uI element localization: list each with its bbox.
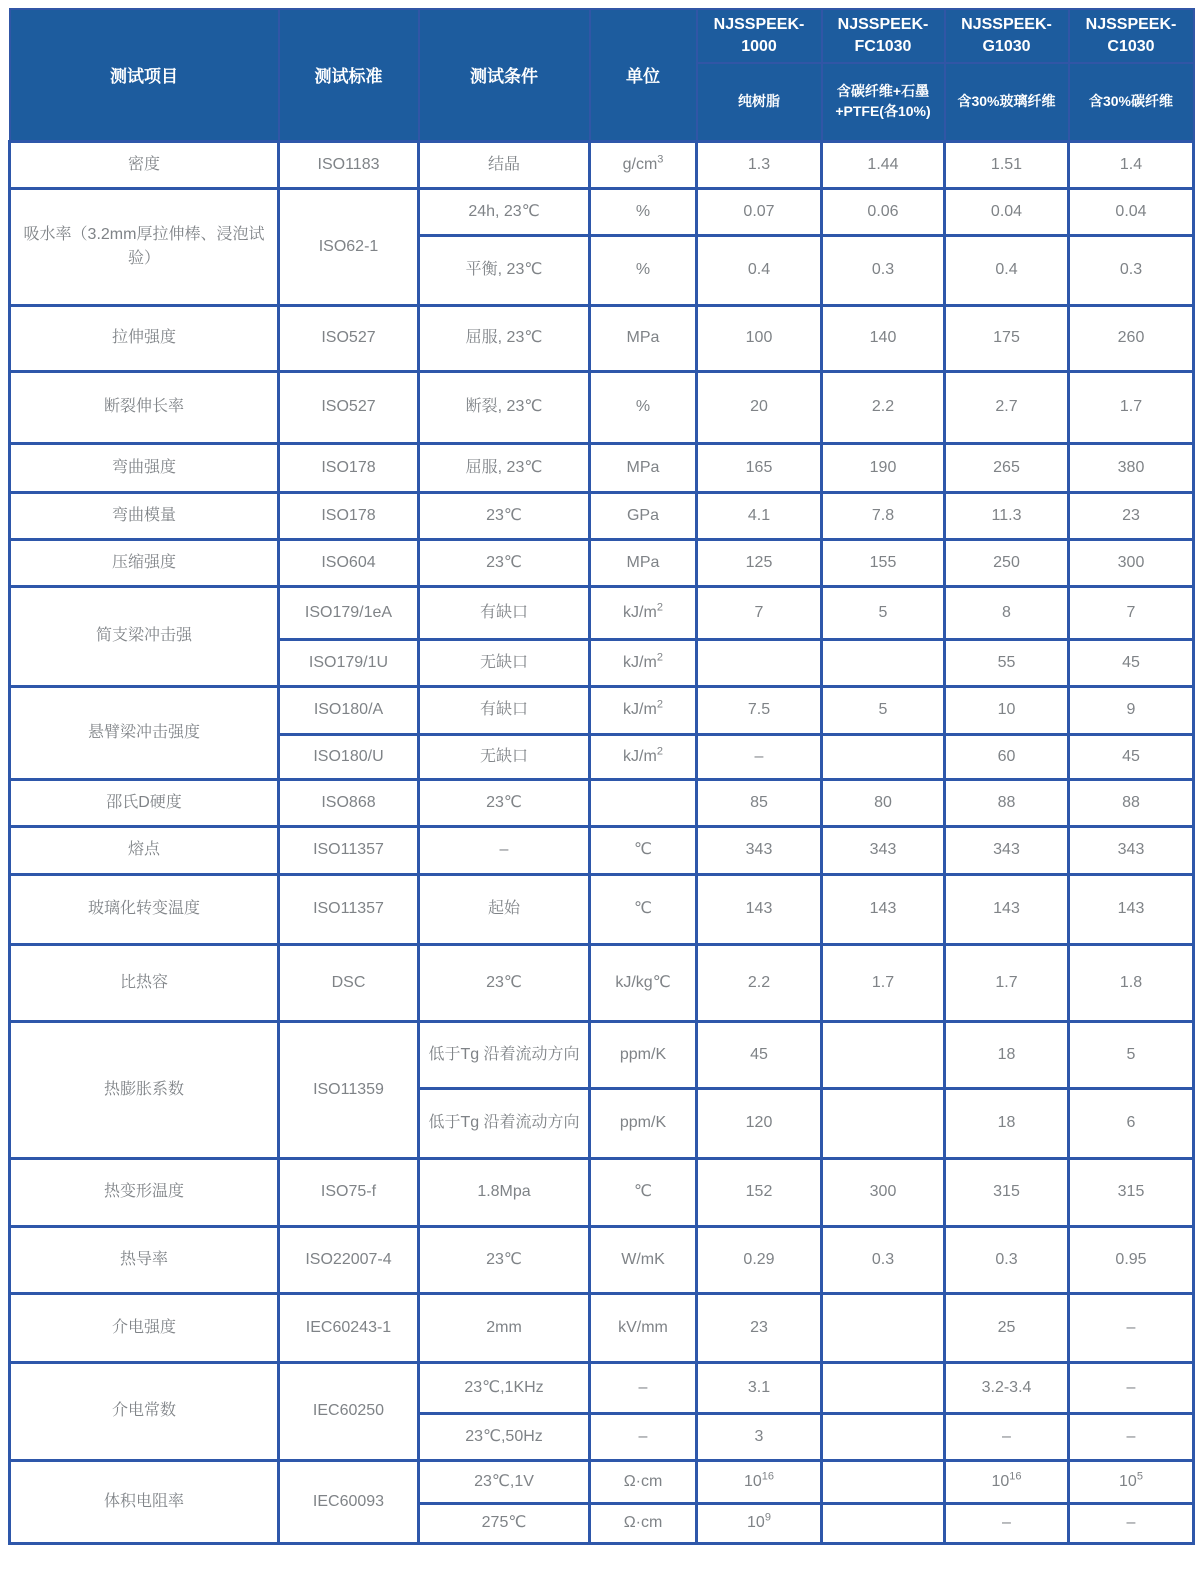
- unit-cell: $kJ/m^2$: [590, 639, 697, 686]
- value-cell-1000: 45: [697, 1021, 822, 1088]
- value-cell-g1030: 11.3: [945, 492, 1069, 539]
- standard-cell: ISO22007-4: [279, 1226, 419, 1293]
- value-cell-g1030: 265: [945, 443, 1069, 492]
- value-cell-c1030: 380: [1069, 443, 1194, 492]
- table-body: [10, 141, 1194, 1543]
- value-cell-fc1030: [822, 1503, 945, 1543]
- header-test-condition: 测试条件: [419, 9, 590, 141]
- condition-cell: 1.8Mpa: [419, 1158, 590, 1226]
- test-item-cell: 简支梁冲击强: [10, 586, 279, 686]
- unit-cell: Ω·cm: [590, 1503, 697, 1543]
- value-cell-c1030: 0.3: [1069, 235, 1194, 305]
- header-desc-njsspeek-g1030: 含30%玻璃纤维: [945, 63, 1069, 141]
- value-cell-c1030: 45: [1069, 734, 1194, 779]
- value-cell-fc1030: [822, 639, 945, 686]
- condition-cell: 275℃: [419, 1503, 590, 1543]
- header-desc-njsspeek-c1030: 含30%碳纤维: [1069, 63, 1194, 141]
- condition-cell: 23℃: [419, 1226, 590, 1293]
- value-cell-g1030: 250: [945, 539, 1069, 586]
- value-cell-fc1030: 300: [822, 1158, 945, 1226]
- value-cell-fc1030: [822, 1021, 945, 1088]
- table-row: [10, 141, 1194, 188]
- superscript: 2: [656, 699, 663, 712]
- table-row: [10, 1460, 1194, 1503]
- value-cell-fc1030: 5: [822, 586, 945, 639]
- test-item-cell: 体积电阻率: [10, 1460, 279, 1543]
- value-cell-g1030: 3.2-3.4: [945, 1362, 1069, 1413]
- test-item-cell: 熔点: [10, 826, 279, 874]
- value-cell-g1030: 18: [945, 1021, 1069, 1088]
- header-product-njsspeek-1000: NJSSPEEK-1000: [697, 9, 822, 63]
- value-cell-1000: 23: [697, 1293, 822, 1362]
- standard-cell: ISO178: [279, 492, 419, 539]
- value-cell-g1030: 88: [945, 779, 1069, 826]
- value-cell-1000: 3.1: [697, 1362, 822, 1413]
- value-cell-g1030: 2.7: [945, 371, 1069, 443]
- test-item-cell: 悬臂梁冲击强度: [10, 686, 279, 779]
- test-item-cell: 断裂伸长率: [10, 371, 279, 443]
- header-product-njsspeek-g1030: NJSSPEEK-G1030: [945, 9, 1069, 63]
- header-test-standard: 测试标准: [279, 9, 419, 141]
- value-cell-c1030: –: [1069, 1362, 1194, 1413]
- value-cell-c1030: 1.4: [1069, 141, 1194, 188]
- value-cell-1000: –: [697, 734, 822, 779]
- value-cell-fc1030: 143: [822, 874, 945, 944]
- value-cell-1000: 1.3: [697, 141, 822, 188]
- superscript: 16: [1009, 1470, 1022, 1483]
- unit-cell: kJ/kg℃: [590, 944, 697, 1021]
- value-cell-c1030: 45: [1069, 639, 1194, 686]
- value-cell-1000: 4.1: [697, 492, 822, 539]
- standard-cell: ISO62-1: [279, 188, 419, 305]
- value-cell-c1030: 5: [1069, 1021, 1194, 1088]
- value-cell-g1030: 175: [945, 305, 1069, 371]
- unit-cell: $kJ/m^2$: [590, 686, 697, 734]
- value-cell-fc1030: 5: [822, 686, 945, 734]
- header-desc-njsspeek-fc1030: 含碳纤维+石墨+PTFE(各10%): [822, 63, 945, 141]
- value-cell-1000: $10^{16}$: [697, 1460, 822, 1503]
- value-cell-1000: 2.2: [697, 944, 822, 1021]
- value-cell-g1030: 18: [945, 1088, 1069, 1158]
- header-desc-njsspeek-1000: 纯树脂: [697, 63, 822, 141]
- condition-cell: 23℃: [419, 779, 590, 826]
- superscript: 9: [764, 1512, 771, 1525]
- value-cell-1000: 0.07: [697, 188, 822, 235]
- superscript: 3: [657, 153, 664, 166]
- standard-cell: DSC: [279, 944, 419, 1021]
- value-cell-g1030: 25: [945, 1293, 1069, 1362]
- unit-cell: ℃: [590, 1158, 697, 1226]
- value-cell-g1030: –: [945, 1503, 1069, 1543]
- header-unit: 单位: [590, 9, 697, 141]
- value-cell-g1030: $10^{16}$: [945, 1460, 1069, 1503]
- value-cell-1000: 7.5: [697, 686, 822, 734]
- value-cell-fc1030: 343: [822, 826, 945, 874]
- condition-cell: 有缺口: [419, 586, 590, 639]
- condition-cell: 屈服, 23℃: [419, 443, 590, 492]
- value-cell-g1030: 315: [945, 1158, 1069, 1226]
- value-cell-g1030: 0.4: [945, 235, 1069, 305]
- value-cell-g1030: 0.04: [945, 188, 1069, 235]
- value-cell-1000: 3: [697, 1413, 822, 1460]
- value-cell-1000: 100: [697, 305, 822, 371]
- value-cell-1000: 165: [697, 443, 822, 492]
- value-cell-1000: 0.4: [697, 235, 822, 305]
- value-cell-fc1030: [822, 1088, 945, 1158]
- unit-cell: $kJ/m^2$: [590, 734, 697, 779]
- value-cell-fc1030: 0.3: [822, 1226, 945, 1293]
- unit-cell: ℃: [590, 826, 697, 874]
- test-item-cell: 弯曲模量: [10, 492, 279, 539]
- value-cell-fc1030: [822, 1460, 945, 1503]
- value-cell-fc1030: [822, 1362, 945, 1413]
- test-item-cell: 拉伸强度: [10, 305, 279, 371]
- table-row: [10, 492, 1194, 539]
- standard-cell: IEC60093: [279, 1460, 419, 1543]
- condition-cell: –: [419, 826, 590, 874]
- standard-cell: ISO75-f: [279, 1158, 419, 1226]
- test-item-cell: 热膨胀系数: [10, 1021, 279, 1158]
- value-cell-1000: 152: [697, 1158, 822, 1226]
- standard-cell: ISO527: [279, 371, 419, 443]
- unit-cell: %: [590, 371, 697, 443]
- unit-cell: %: [590, 188, 697, 235]
- header-product-njsspeek-c1030: NJSSPEEK-C1030: [1069, 9, 1194, 63]
- value-cell-fc1030: 0.06: [822, 188, 945, 235]
- value-cell-c1030: 9: [1069, 686, 1194, 734]
- value-cell-g1030: 343: [945, 826, 1069, 874]
- condition-cell: 24h, 23℃: [419, 188, 590, 235]
- value-cell-fc1030: [822, 1293, 945, 1362]
- value-cell-g1030: 10: [945, 686, 1069, 734]
- value-cell-fc1030: [822, 734, 945, 779]
- table-row: [10, 874, 1194, 944]
- unit-cell: $kJ/m^2$: [590, 586, 697, 639]
- table-row: [10, 1293, 1194, 1362]
- value-cell-c1030: 260: [1069, 305, 1194, 371]
- standard-cell: ISO604: [279, 539, 419, 586]
- unit-cell: MPa: [590, 539, 697, 586]
- value-cell-g1030: 55: [945, 639, 1069, 686]
- table-row: [10, 1226, 1194, 1293]
- condition-cell: 23℃,1KHz: [419, 1362, 590, 1413]
- unit-cell: [590, 779, 697, 826]
- test-item-cell: 热导率: [10, 1226, 279, 1293]
- standard-cell: IEC60243-1: [279, 1293, 419, 1362]
- unit-cell: Ω·cm: [590, 1460, 697, 1503]
- value-cell-fc1030: 80: [822, 779, 945, 826]
- test-item-cell: 弯曲强度: [10, 443, 279, 492]
- value-cell-c1030: 23: [1069, 492, 1194, 539]
- value-cell-g1030: 8: [945, 586, 1069, 639]
- value-cell-c1030: $10^5$: [1069, 1460, 1194, 1503]
- table-row: [10, 586, 1194, 639]
- standard-cell: ISO179/1U: [279, 639, 419, 686]
- condition-cell: 低于Tg 沿着流动方向: [419, 1021, 590, 1088]
- value-cell-g1030: 60: [945, 734, 1069, 779]
- value-cell-c1030: –: [1069, 1413, 1194, 1460]
- condition-cell: 23℃,1V: [419, 1460, 590, 1503]
- value-cell-g1030: 1.51: [945, 141, 1069, 188]
- unit-cell: ℃: [590, 874, 697, 944]
- value-cell-c1030: 6: [1069, 1088, 1194, 1158]
- unit-cell: –: [590, 1362, 697, 1413]
- condition-cell: 23℃: [419, 944, 590, 1021]
- value-cell-c1030: 1.8: [1069, 944, 1194, 1021]
- standard-cell: ISO179/1eA: [279, 586, 419, 639]
- value-cell-1000: 20: [697, 371, 822, 443]
- unit-cell: ppm/K: [590, 1021, 697, 1088]
- value-cell-1000: 343: [697, 826, 822, 874]
- value-cell-c1030: 315: [1069, 1158, 1194, 1226]
- value-cell-fc1030: 0.3: [822, 235, 945, 305]
- unit-cell: MPa: [590, 443, 697, 492]
- unit-cell: MPa: [590, 305, 697, 371]
- value-cell-g1030: 0.3: [945, 1226, 1069, 1293]
- value-cell-g1030: 143: [945, 874, 1069, 944]
- table-row: [10, 371, 1194, 443]
- condition-cell: 屈服, 23℃: [419, 305, 590, 371]
- value-cell-1000: 125: [697, 539, 822, 586]
- value-cell-c1030: 1.7: [1069, 371, 1194, 443]
- table-row: [10, 188, 1194, 235]
- value-cell-fc1030: 1.44: [822, 141, 945, 188]
- header-row-product-names: [10, 9, 1194, 63]
- standard-cell: ISO11357: [279, 826, 419, 874]
- value-cell-fc1030: [822, 1413, 945, 1460]
- standard-cell: IEC60250: [279, 1362, 419, 1460]
- value-cell-1000: 7: [697, 586, 822, 639]
- unit-cell: W/mK: [590, 1226, 697, 1293]
- value-cell-fc1030: 1.7: [822, 944, 945, 1021]
- condition-cell: 有缺口: [419, 686, 590, 734]
- unit-cell: –: [590, 1413, 697, 1460]
- table-row: [10, 1362, 1194, 1413]
- value-cell-g1030: 1.7: [945, 944, 1069, 1021]
- table-row: [10, 944, 1194, 1021]
- test-item-cell: 比热容: [10, 944, 279, 1021]
- value-cell-1000: 143: [697, 874, 822, 944]
- condition-cell: 无缺口: [419, 734, 590, 779]
- value-cell-1000: 85: [697, 779, 822, 826]
- value-cell-c1030: –: [1069, 1503, 1194, 1543]
- test-item-cell: 介电常数: [10, 1362, 279, 1460]
- value-cell-g1030: –: [945, 1413, 1069, 1460]
- condition-cell: 23℃,50Hz: [419, 1413, 590, 1460]
- superscript: 5: [1136, 1470, 1143, 1483]
- test-item-cell: 玻璃化转变温度: [10, 874, 279, 944]
- superscript: 2: [656, 745, 663, 758]
- standard-cell: ISO11359: [279, 1021, 419, 1158]
- value-cell-1000: [697, 639, 822, 686]
- value-cell-c1030: 0.95: [1069, 1226, 1194, 1293]
- table-row: [10, 539, 1194, 586]
- test-item-cell: 吸水率（3.2mm厚拉伸棒、浸泡试验）: [10, 188, 279, 305]
- value-cell-c1030: 300: [1069, 539, 1194, 586]
- table-row: [10, 443, 1194, 492]
- condition-cell: 低于Tg 沿着流动方向: [419, 1088, 590, 1158]
- condition-cell: 23℃: [419, 539, 590, 586]
- test-item-cell: 密度: [10, 141, 279, 188]
- standard-cell: ISO178: [279, 443, 419, 492]
- value-cell-fc1030: 7.8: [822, 492, 945, 539]
- condition-cell: 起始: [419, 874, 590, 944]
- header-product-njsspeek-fc1030: NJSSPEEK-FC1030: [822, 9, 945, 63]
- table-row: [10, 1158, 1194, 1226]
- value-cell-c1030: 88: [1069, 779, 1194, 826]
- test-item-cell: 介电强度: [10, 1293, 279, 1362]
- unit-cell: ppm/K: [590, 1088, 697, 1158]
- value-cell-c1030: 143: [1069, 874, 1194, 944]
- value-cell-1000: $10^9$: [697, 1503, 822, 1543]
- standard-cell: ISO180/U: [279, 734, 419, 779]
- unit-cell: %: [590, 235, 697, 305]
- test-item-cell: 热变形温度: [10, 1158, 279, 1226]
- header-test-item: 测试项目: [10, 9, 279, 141]
- condition-cell: 结晶: [419, 141, 590, 188]
- table-row: [10, 686, 1194, 734]
- condition-cell: 平衡, 23℃: [419, 235, 590, 305]
- table-row: [10, 305, 1194, 371]
- value-cell-c1030: 343: [1069, 826, 1194, 874]
- table-header: [10, 9, 1194, 141]
- condition-cell: 断裂, 23℃: [419, 371, 590, 443]
- test-item-cell: 压缩强度: [10, 539, 279, 586]
- value-cell-fc1030: 140: [822, 305, 945, 371]
- standard-cell: ISO868: [279, 779, 419, 826]
- superscript: 2: [656, 601, 663, 614]
- value-cell-c1030: 0.04: [1069, 188, 1194, 235]
- standard-cell: ISO180/A: [279, 686, 419, 734]
- value-cell-1000: 120: [697, 1088, 822, 1158]
- superscript: 2: [656, 651, 663, 664]
- standard-cell: ISO527: [279, 305, 419, 371]
- condition-cell: 无缺口: [419, 639, 590, 686]
- value-cell-c1030: 7: [1069, 586, 1194, 639]
- test-item-cell: 邵氏D硬度: [10, 779, 279, 826]
- value-cell-1000: 0.29: [697, 1226, 822, 1293]
- unit-cell: $g/cm^3$: [590, 141, 697, 188]
- value-cell-fc1030: 190: [822, 443, 945, 492]
- table-row: [10, 1021, 1194, 1088]
- condition-cell: 23℃: [419, 492, 590, 539]
- superscript: 16: [761, 1470, 775, 1483]
- standard-cell: ISO11357: [279, 874, 419, 944]
- value-cell-c1030: –: [1069, 1293, 1194, 1362]
- standard-cell: ISO1183: [279, 141, 419, 188]
- peek-properties-table: [8, 8, 1195, 1545]
- condition-cell: 2mm: [419, 1293, 590, 1362]
- unit-cell: GPa: [590, 492, 697, 539]
- unit-cell: kV/mm: [590, 1293, 697, 1362]
- table-row: [10, 826, 1194, 874]
- value-cell-fc1030: 155: [822, 539, 945, 586]
- value-cell-fc1030: 2.2: [822, 371, 945, 443]
- table-row: [10, 779, 1194, 826]
